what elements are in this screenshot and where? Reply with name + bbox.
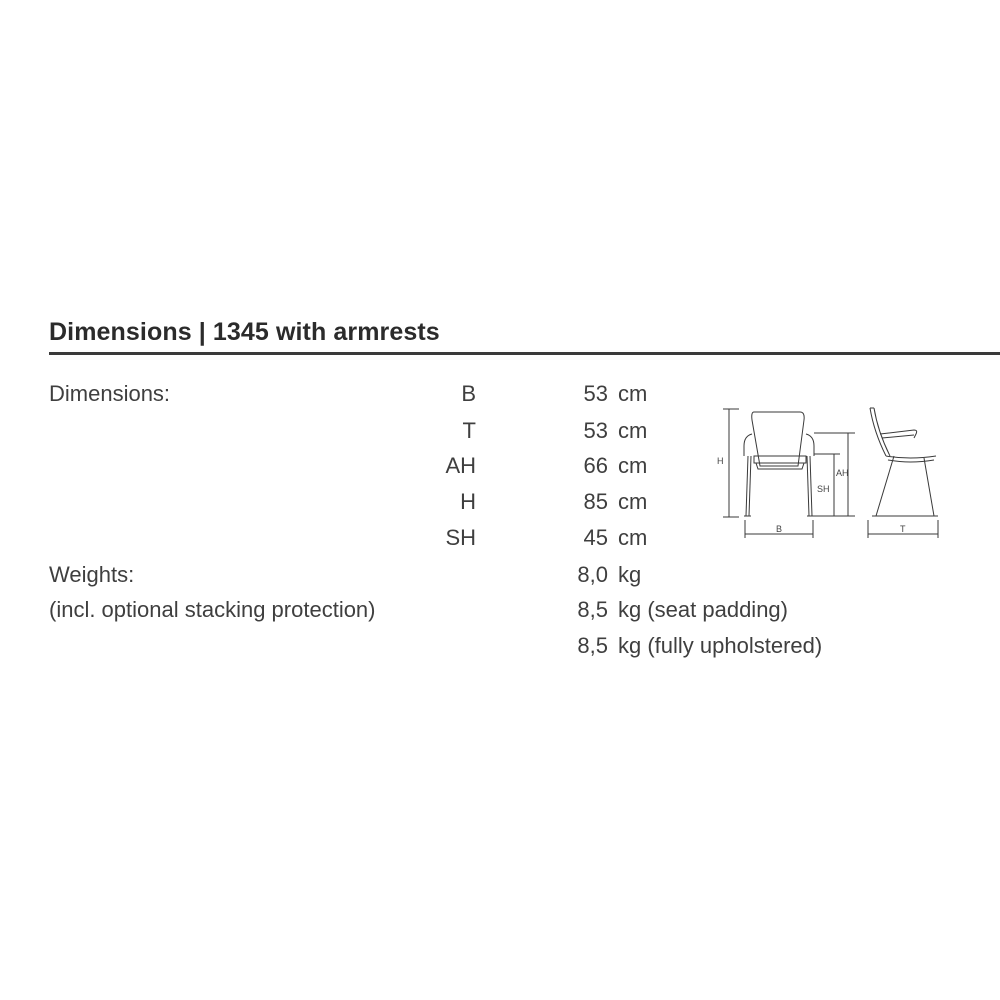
height-dimension-label: H	[717, 456, 724, 466]
dimension-unit: cm	[618, 418, 648, 443]
dimensions-label: Dimensions:	[49, 381, 171, 406]
weight-value: 8,5	[577, 597, 608, 622]
chair-front-view	[717, 409, 855, 538]
weight-unit: kg	[618, 562, 642, 587]
dimension-code: T	[462, 418, 476, 443]
dimension-code: H	[460, 489, 476, 514]
dimension-value: 85	[583, 489, 608, 514]
dimension-value: 53	[583, 418, 608, 443]
dimension-value: 66	[583, 453, 608, 478]
dimension-code: AH	[445, 453, 476, 478]
chair-dimension-drawing	[710, 398, 950, 548]
weight-value: 8,5	[577, 633, 608, 658]
chair-side-view	[868, 408, 938, 538]
width-dimension-label: B	[776, 524, 783, 534]
weight-unit: kg (fully upholstered)	[618, 633, 823, 658]
weights-label: Weights:	[49, 562, 135, 587]
dimension-unit: cm	[618, 525, 648, 550]
dimension-unit: cm	[618, 453, 648, 478]
dimension-value: 45	[583, 525, 608, 550]
weight-unit: kg (seat padding)	[618, 597, 788, 622]
weights-note: (incl. optional stacking protection)	[49, 597, 376, 622]
dimension-unit: cm	[618, 381, 648, 406]
depth-dimension-label: T	[900, 524, 906, 534]
page-title: Dimensions | 1345 with armrests	[49, 318, 440, 346]
title-divider	[49, 352, 1000, 355]
dimension-code: B	[461, 381, 476, 406]
arm-height-dimension-label: AH	[836, 468, 849, 478]
weight-value: 8,0	[577, 562, 608, 587]
dimension-value: 53	[583, 381, 608, 406]
dimension-unit: cm	[618, 489, 648, 514]
dimension-code: SH	[445, 525, 476, 550]
seat-height-dimension-label: SH	[817, 484, 830, 494]
